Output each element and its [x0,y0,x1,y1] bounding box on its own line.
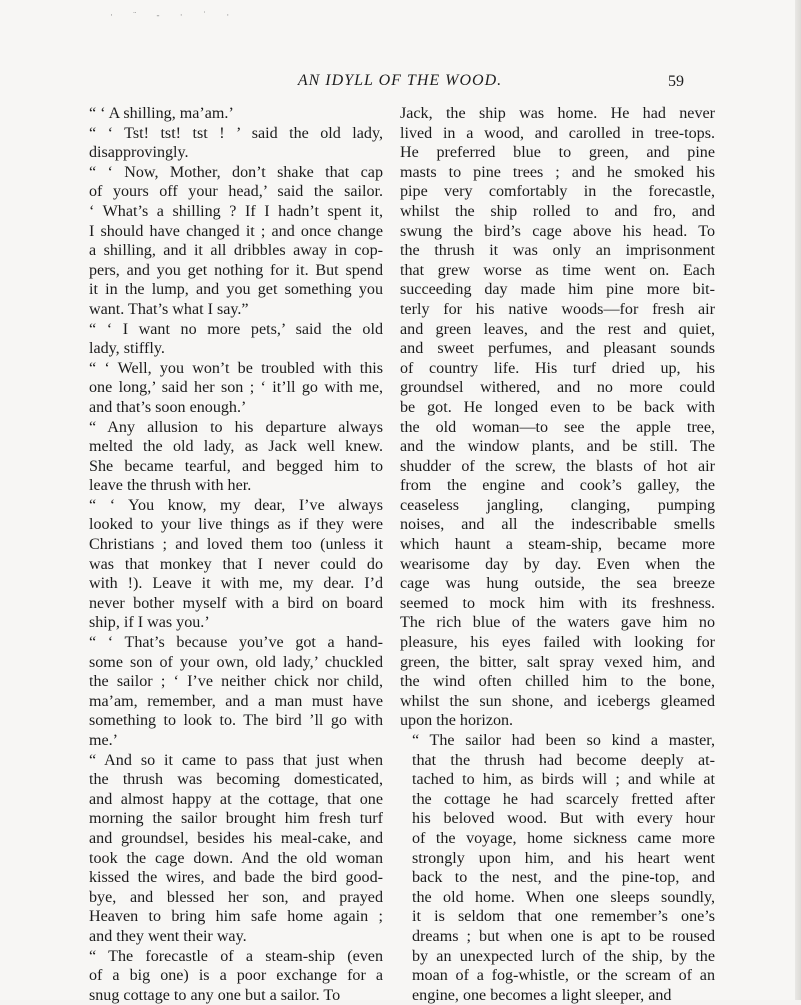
text-line: took the cage down. And the old woman [89,849,383,867]
text-line: swung the bird’s cage above his head. To [400,222,715,240]
text-line: “ ‘ Tst! tst! tst ! ’ said the old lady, [89,124,383,142]
text-line: terly for his native woods—for fresh air [400,300,715,318]
text-line: his beloved wood. But with every hour [412,810,715,828]
text-line: with !). Leave it with me, my dear. I’d [89,575,383,593]
text-line: pleasure, his eyes failed with looking for [400,634,715,652]
text-line: ‘ What’s a shilling ? If I hadn’t spent it, [89,202,383,220]
text-line: and green leaves, and the rest and quiet, [400,320,715,338]
text-line: that grew worse as time went on. Each [400,261,715,279]
paragraph [77,163,383,320]
right-column [400,104,715,1005]
text-line: the wind often chilled him to the bone, [400,673,715,691]
text-line: from the engine and cook’s galley, the [400,477,715,495]
text-line: lady, stiffly. [89,340,165,358]
text-line: melted the old lady, as Jack well knew. [89,438,383,456]
text-line: it in the lump, and you get something you [89,281,383,299]
page-edge [795,0,801,1000]
text-line: Jack, the ship was home. He had never [400,105,715,122]
text-line: “ ‘ That’s because you’ve got a hand- [89,634,383,652]
text-line: pers, and you get nothing for it. But spend [89,261,383,279]
text-line: kissed the wires, and bade the bird good- [89,869,383,887]
text-line: wearisome day by day. Even when the [400,555,715,573]
text-line: looked to your live things as if they were [89,516,383,534]
text-line: groundsel withered, and no more could [400,379,715,397]
text-line: disapprovingly. [89,144,189,162]
paragraph [77,359,383,418]
text-line: one long,’ said her son ; ‘ it’ll go with me, [89,379,383,397]
text-line: whilst the ship rolled to and fro, and [400,202,715,220]
text-line: masts to pine trees ; and he smoked his [400,163,715,181]
text-line: and groundsel, besides his meal-cake, and [89,829,383,847]
text-line: want. That’s what I say.” [89,300,249,318]
paragraph [77,751,383,947]
text-line: a shilling, and it all dribbles away in cop- [89,242,383,260]
text-line: noises, and all the indescribable smells [400,516,715,534]
text-line: the thrush it was only an imprisonment [400,242,715,260]
text-line: seemed to mock him with its freshness. [400,594,715,612]
text-line: and that’s soon enough.’ [89,398,247,416]
text-line: tached to him, as birds will ; and while at [412,771,715,789]
paragraph [77,633,383,751]
text-line: of country life. His turf dried up, his [400,359,715,377]
paragraph [77,418,383,496]
text-line: the cottage he had scarcely fretted after [412,790,715,808]
page-specks: · ¨ - · ˙ · [110,10,239,20]
text-line: some son of your own, old lady,’ chuckled [89,653,383,671]
text-line: strongly upon him, and his heart went [412,849,715,867]
text-line: be got. He longed even to be back with [400,398,715,416]
text-line: “ The forecastle of a steam-ship (even [89,947,383,965]
paragraph [400,104,715,731]
text-line: cage was hung outside, the sea breeze [400,575,715,593]
text-line: whilst the sun shone, and icebergs gleamed [400,692,715,710]
text-line: which haunt a steam-ship, became more [400,536,715,554]
text-line: “ ‘ You know, my dear, I’ve always [89,496,383,514]
text-line: it is seldom that one remember’s one’s [412,908,715,926]
text-line: of yours off your head,’ said the sailor. [89,183,383,201]
text-line: the old woman—to see the apple tree, [400,418,715,436]
left-column [77,104,383,1005]
text-line: that the thrush had become deeply at- [412,751,715,769]
text-line: leave the thrush with her. [89,477,252,495]
text-line: snug cottage to any one but a sailor. To [89,986,341,1004]
text-line: She became tearful, and begged him to [89,457,383,475]
paragraph [77,320,383,359]
text-line: “ ‘ A shilling, ma’am.’ [89,105,234,122]
text-line: Christians ; and loved them too (unless it [89,536,383,554]
text-line: dreams ; but when one is apt to be roused [412,927,715,945]
text-line: ma’am, remember, and a man must have [89,692,383,710]
text-line: by an unexpected lurch of the ship, by the [412,947,715,965]
text-line: green, the bitter, salt spray vexed him, and [400,653,715,671]
text-line: was that monkey that I never could do [89,555,383,573]
text-line: the thrush was becoming domesticated, [89,771,383,789]
text-line: and the window plants, and be still. The [400,438,715,456]
text-line: upon the horizon. [400,712,514,730]
text-line: shudder of the screw, the blasts of hot air [400,457,715,475]
text-line: of the voyage, home sickness came more [412,829,715,847]
text-line: ship, if I was you.’ [89,614,210,632]
text-line: Heaven to bring him safe home again ; [89,908,383,926]
page-number: 59 [668,73,684,90]
text-line: and sweet perfumes, and pleasant sounds [400,340,715,358]
text-line: “ The sailor had been so kind a master, [412,732,715,749]
text-line: He preferred blue to green, and pine [400,144,715,162]
text-line: engine, one becomes a light sleeper, and [412,986,672,1004]
paragraph [77,496,383,633]
text-line: never bother myself with a bird on board [89,594,383,612]
paragraph [77,947,383,1005]
text-line: lived in a wood, and carolled in tree-tops. [400,124,715,142]
text-line: succeeding day made him pine more bit- [400,281,715,299]
paragraph [77,104,383,124]
text-line: moan of a fog-whistle, or the scream of an [412,967,715,985]
text-line: and they went their way. [89,927,247,945]
text-line: me.’ [89,732,119,749]
text-line: “ Any allusion to his departure always [89,418,383,436]
text-line: “ ‘ I want no more pets,’ said the old [89,320,383,338]
text-line: “ And so it came to pass that just when [89,751,383,769]
text-line: pipe very comfortably in the forecastle, [400,183,715,201]
text-line: “ ‘ Now, Mother, don’t shake that cap [89,163,383,181]
text-line: bye, and blessed her son, and prayed [89,888,383,906]
text-line: “ ‘ Well, you won’t be troubled with this [89,359,383,377]
text-line: of a big one) is a poor exchange for a [89,967,383,985]
text-line: morning the sailor brought him fresh turf [89,810,383,828]
text-line: The rich blue of the waters gave him no [400,614,715,632]
text-line: the sailor ; ‘ I’ve neither chick nor child, [89,673,383,691]
text-line: ceaseless jangling, clanging, pumping [400,496,715,514]
text-line: back to the nest, and the pine-top, and [412,869,715,887]
text-line: and almost happy at the cottage, that one [89,790,383,808]
running-title: AN IDYLL OF THE WOOD. [297,72,503,89]
text-line: the old home. When one sleeps soundly, [412,888,715,906]
paragraph [400,731,715,1005]
text-line: I should have changed it ; and once change [89,222,383,240]
text-line: something to look to. The bird ’ll go with [89,712,383,730]
paragraph [77,124,383,163]
